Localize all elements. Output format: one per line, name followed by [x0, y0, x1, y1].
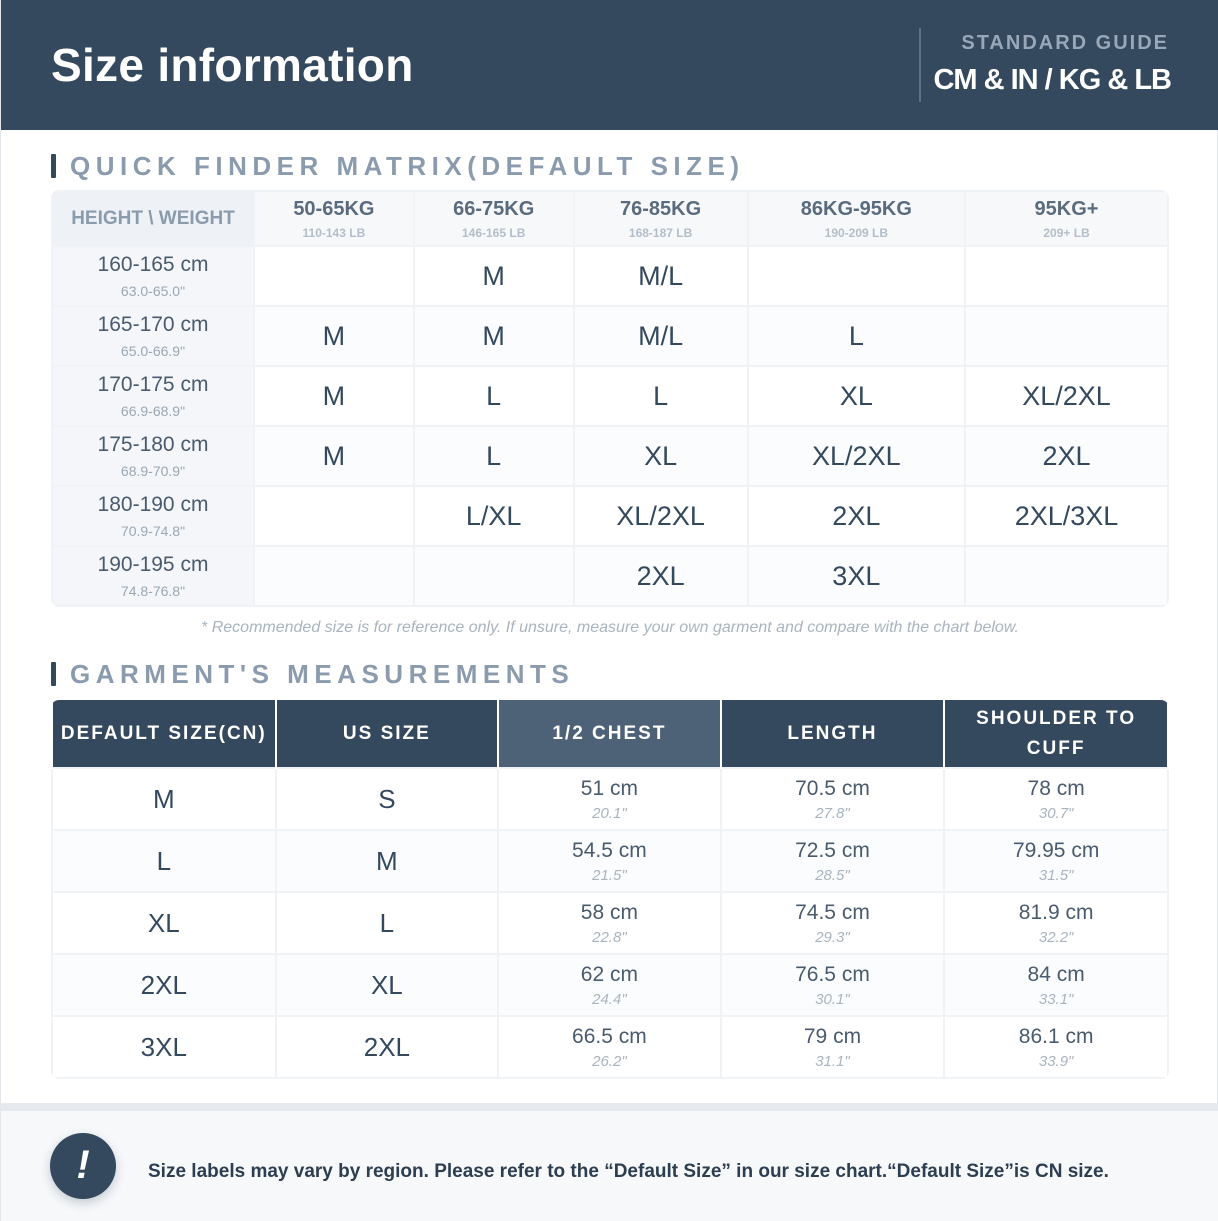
size-cell: L/XL [414, 486, 574, 546]
value-in: 26.2" [592, 1052, 627, 1070]
size-cell: 3XL [748, 546, 965, 606]
cn-size-cell: M [52, 768, 276, 830]
size-cell: 2XL [965, 426, 1168, 486]
column-header-default-size: DEFAULT SIZE(CN) [52, 700, 276, 768]
length-cell [721, 1016, 945, 1078]
length-cell [721, 830, 945, 892]
size-cell [965, 306, 1168, 366]
value-in: 30.1" [815, 990, 850, 1008]
value-in: 29.3" [815, 928, 850, 946]
value-in: 24.4" [592, 990, 627, 1008]
value-cm: 81.9 cm [1018, 900, 1094, 924]
height-cm: 180-190 cm [97, 493, 209, 516]
height-cm: 160-165 cm [97, 253, 209, 276]
weight-kg: 50-65KG [293, 197, 375, 220]
measurements-header-row [52, 700, 1168, 768]
standard-guide-label: STANDARD GUIDE [961, 32, 1169, 54]
weight-column-header [574, 191, 748, 246]
table-row [52, 892, 1168, 954]
size-cell [254, 546, 414, 606]
value-cm: 79.95 cm [1012, 838, 1100, 862]
height-cm: 170-175 cm [97, 373, 209, 396]
sleeve-cell [944, 892, 1168, 954]
weight-kg: 95KG+ [1034, 197, 1099, 220]
value-in: 31.1" [815, 1052, 850, 1070]
us-size-cell: S [276, 768, 498, 830]
value-cm: 86.1 cm [1018, 1024, 1094, 1048]
size-cell: 2XL [748, 486, 965, 546]
region-notice-text: Size labels may vary by region. Please refer to the “Default Size” in our size chart.“Default Size”is CN size. [148, 1161, 1109, 1182]
value-in: 20.1" [592, 804, 627, 822]
us-size-cell: L [276, 892, 498, 954]
units-label: CM & IN / KG & LB [933, 64, 1171, 96]
weight-column-header [254, 191, 414, 246]
value-in: 22.8" [592, 928, 627, 946]
value-in: 27.8" [815, 804, 850, 822]
column-header-length: LENGTH [721, 700, 945, 768]
chest-cell [498, 768, 721, 830]
value-cm: 58 cm [580, 900, 638, 924]
column-header-shoulder-to-cuff: SHOULDER TO CUFF [944, 700, 1168, 768]
table-row [52, 768, 1168, 830]
us-size-cell: M [276, 830, 498, 892]
quick-finder-matrix [51, 190, 1169, 607]
cn-size-cell: L [52, 830, 276, 892]
height-row-header [52, 486, 254, 546]
garment-measurements-table [51, 700, 1169, 1079]
sleeve-cell [944, 954, 1168, 1016]
value-cm: 54.5 cm [572, 838, 647, 862]
chest-cell [498, 892, 721, 954]
value-cm: 74.5 cm [795, 900, 870, 924]
measurements-section-label: GARMENT'S MEASUREMENTS [70, 658, 575, 689]
value-in: 30.7" [1038, 804, 1074, 822]
us-size-cell: XL [276, 954, 498, 1016]
value-in: 21.5" [592, 866, 627, 884]
us-size-cell: 2XL [276, 1016, 498, 1078]
table-row [52, 954, 1168, 1016]
size-cell [965, 246, 1168, 306]
value-cm: 79 cm [803, 1024, 862, 1048]
value-cm: 76.5 cm [795, 962, 870, 986]
size-cell [748, 246, 965, 306]
measurements-section-title [51, 660, 574, 688]
matrix-section-label: QUICK FINDER MATRIX(DEFAULT SIZE) [70, 150, 745, 181]
height-cm: 165-170 cm [97, 313, 209, 336]
size-cell: 2XL [574, 546, 748, 606]
height-row-header [52, 546, 254, 606]
weight-column-header [414, 191, 574, 246]
value-in: 28.5" [815, 866, 850, 884]
matrix-header-row [52, 191, 1168, 246]
size-cell [414, 546, 574, 606]
height-cm: 190-195 cm [97, 553, 209, 576]
size-cell: M [414, 306, 574, 366]
header-divider [919, 28, 921, 102]
length-cell [721, 892, 945, 954]
footer-notice [1, 1103, 1218, 1221]
matrix-row [52, 306, 1168, 366]
height-in: 74.8-76.8" [120, 583, 186, 599]
size-cell: M [254, 366, 414, 426]
height-in: 65.0-66.9" [120, 343, 186, 359]
size-cell: L [414, 366, 574, 426]
weight-lb: 110-143 LB [302, 225, 366, 240]
section-accent-bar [51, 154, 56, 178]
matrix-corner-label: HEIGHT \ WEIGHT [52, 191, 254, 246]
size-cell: M/L [574, 246, 748, 306]
value-in: 31.5" [1038, 866, 1074, 884]
height-in: 68.9-70.9" [120, 463, 186, 479]
size-cell: 2XL/3XL [965, 486, 1168, 546]
value-cm: 72.5 cm [795, 838, 870, 862]
size-cell: M/L [574, 306, 748, 366]
exclamation-icon [50, 1133, 116, 1199]
value-cm: 78 cm [1027, 776, 1085, 800]
matrix-section-title [51, 152, 745, 180]
page-title: Size information [51, 39, 414, 91]
weight-lb: 168-187 LB [628, 225, 693, 240]
cn-size-cell: 3XL [52, 1016, 276, 1078]
value-cm: 84 cm [1027, 962, 1085, 986]
size-cell: XL [574, 426, 748, 486]
value-cm: 62 cm [580, 962, 638, 986]
value-in: 33.9" [1038, 1052, 1074, 1070]
value-cm: 70.5 cm [795, 776, 870, 800]
value-cm: 51 cm [580, 776, 638, 800]
size-cell [254, 246, 414, 306]
table-row [52, 1016, 1168, 1078]
matrix-row [52, 486, 1168, 546]
weight-column-header [748, 191, 965, 246]
length-cell [721, 954, 945, 1016]
size-cell: M [254, 306, 414, 366]
size-cell: M [254, 426, 414, 486]
column-header-us-size: US SIZE [276, 700, 498, 768]
matrix-row [52, 366, 1168, 426]
size-cell: XL/2XL [748, 426, 965, 486]
size-cell: L [748, 306, 965, 366]
weight-lb: 146-165 LB [461, 225, 526, 240]
size-cell: L [414, 426, 574, 486]
height-in: 63.0-65.0" [120, 283, 186, 299]
size-cell: L [574, 366, 748, 426]
size-cell: XL [748, 366, 965, 426]
weight-kg: 86KG-95KG [800, 197, 912, 220]
weight-column-header [965, 191, 1168, 246]
weight-lb: 190-209 LB [824, 225, 889, 240]
matrix-row [52, 246, 1168, 306]
column-header-chest: 1/2 CHEST [498, 700, 721, 768]
size-cell: XL/2XL [574, 486, 748, 546]
sleeve-cell [944, 768, 1168, 830]
height-row-header [52, 306, 254, 366]
weight-kg: 76-85KG [620, 197, 702, 220]
height-row-header [52, 246, 254, 306]
length-cell [721, 768, 945, 830]
table-row [52, 830, 1168, 892]
reference-note: * Recommended size is for reference only. If unsure, measure your own garment and compare with the chart below. [201, 619, 1019, 636]
section-accent-bar [51, 662, 56, 686]
weight-lb: 209+ LB [1043, 225, 1090, 240]
chest-cell [498, 1016, 721, 1078]
matrix-row [52, 546, 1168, 606]
chest-cell [498, 830, 721, 892]
size-cell: M [414, 246, 574, 306]
size-cell [254, 486, 414, 546]
size-cell: XL/2XL [965, 366, 1168, 426]
exclamation-glyph: ! [76, 1143, 90, 1187]
value-cm: 66.5 cm [572, 1024, 647, 1048]
height-row-header [52, 366, 254, 426]
size-cell [965, 546, 1168, 606]
matrix-row [52, 426, 1168, 486]
sleeve-cell [944, 830, 1168, 892]
height-row-header [52, 426, 254, 486]
cn-size-cell: 2XL [52, 954, 276, 1016]
weight-kg: 66-75KG [453, 197, 535, 220]
cn-size-cell: XL [52, 892, 276, 954]
height-in: 66.9-68.9" [120, 403, 186, 419]
value-in: 33.1" [1038, 990, 1074, 1008]
height-cm: 175-180 cm [97, 433, 209, 456]
height-in: 70.9-74.8" [120, 523, 186, 539]
value-in: 32.2" [1038, 928, 1074, 946]
sleeve-cell [944, 1016, 1168, 1078]
chest-cell [498, 954, 721, 1016]
header-banner [1, 0, 1218, 130]
